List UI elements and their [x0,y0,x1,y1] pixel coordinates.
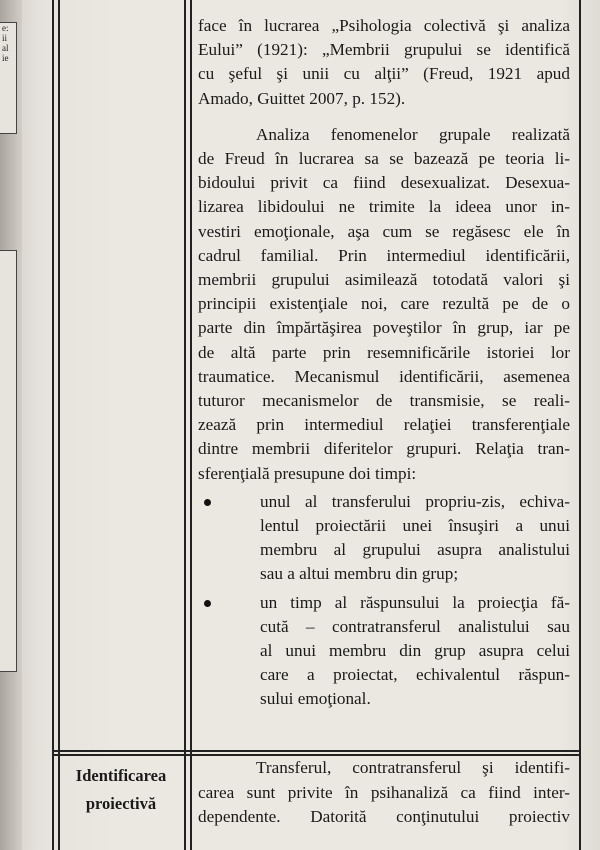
text-line: Analiza fenomenelor grupale realizată [256,124,570,144]
table-column-divider [184,0,186,850]
text-line: face în lucrarea „Psihologia colectivă şi analiza [198,16,570,35]
text-line: dintre membrii diferitelor grupuri. Relaţia tran- [198,439,570,459]
text-line: cută – contratransferul analistului sau [260,616,570,636]
text-line: dependente. Datorită conţinutului proiectiv [198,807,570,826]
margin-tab [0,22,17,134]
margin-tab-text: ie [2,53,9,63]
margin-tab-text: ii [2,33,8,43]
table-border-inner-left [58,0,60,850]
text-line: carea sunt privite în psihanaliză ca fiind inter- [198,782,570,802]
text-line: sului emoţional. [260,689,371,709]
text-line: sau a altui membru din grup; [260,564,459,584]
margin-tab-text: al [2,43,9,53]
term-cell [60,762,182,818]
text-line: de altă parte prin resemnificările istoriei lor [198,342,570,362]
text-line: care a proiectat, echivalentul răspun- [260,665,570,685]
text-line: membru al grupului asupra analistului [260,540,570,560]
bullet-icon [204,499,211,506]
text-line: lizarea libidoului ne trimite la ideea unor in- [198,197,570,217]
table-border-left [52,0,54,850]
bullet-list-item [198,490,570,587]
text-line: membrii grupului asimilează totodată valori şi [198,270,570,290]
text-line: Transferul, contratransferul şi identifi- [256,758,570,777]
text-line: un timp al răspunsului la proiecţia fă- [260,592,570,612]
text-line: zează prin intermediul relaţiei transferenţiale [198,415,570,435]
text-line: vestiri emoţionale, aşa cum se regăsesc ele în [198,221,570,241]
margin-tab-text: e: [2,23,9,33]
text-line: unul al transferului propriu-zis, echiva- [260,491,570,511]
text-line: parte din împărtăşirea poveştilor în grup, iar pe [198,318,570,338]
table-border-right [579,0,581,850]
text-line: Eului” (1921): „Membrii grupului se identifică [198,40,570,60]
bullet-list-item [198,591,570,712]
text-line: al unui membru din grup asupra celui [260,641,570,661]
term-line: proiectivă [85,794,157,813]
table-row-divider [52,750,581,752]
text-line: de Freud în lucrarea sa se bazează pe teoria li- [198,149,570,169]
text-line: lentul proiectării unei însuşiri a unui [260,516,570,536]
description-cell [198,14,570,712]
text-line: principii existenţiale noi, care rezultă pe de o [198,294,570,314]
text-line: bidoului privit ca fiind desexualizat. Desexua- [198,173,570,193]
text-line: cadrul familial. Prin intermediul identificării, [198,245,570,265]
bullet-icon [204,600,211,607]
text-line: sferenţială presupune doi timpi: [198,463,417,483]
margin-tab [0,250,17,672]
text-line: cu şeful şi unii cu alţii” (Freud, 1921 apud [198,64,570,84]
term-line: Identificarea [75,766,167,785]
table-column-divider-inner [190,0,192,850]
definition-cell [198,756,570,830]
text-line: tuturor mecanismelor de transmisie, se reali- [198,391,570,411]
text-line: Amado, Guittet 2007, p. 152). [198,88,406,108]
text-line: traumatice. Mecanismul identificării, asemenea [198,366,570,386]
